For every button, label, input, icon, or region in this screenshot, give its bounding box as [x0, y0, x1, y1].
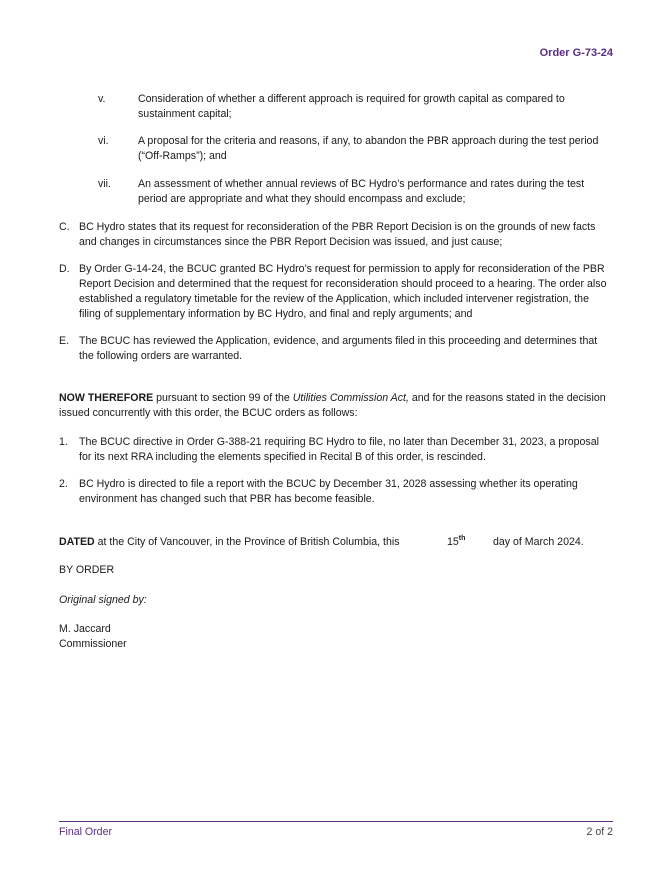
order-number: Order G-73-24 [539, 47, 613, 59]
recital-text: By Order G-14-24, the BCUC granted BC Hydro’s request for permission to apply for reconsideration of the PBR Report Decision and determined that the request for reconsideration should proceed to a hearing. The order also established a regulatory timetable for the review of the Application, which included intervener registration, the filing of supplementary information by BC Hydro, and final and reply arguments; and [79, 263, 607, 320]
order-text: The BCUC directive in Order G-388-21 requiring BC Hydro to file, no later than December 31, 2023, a proposal for its next RRA including the elements specified in Recital B of this order, is rescinded. [79, 436, 599, 463]
order-item-2 [59, 477, 613, 507]
item-text: An assessment of whether annual reviews of BC Hydro’s performance and rates during the test period are appropriate and what they should encompass and exclude; [138, 178, 585, 205]
footer-divider [59, 821, 613, 822]
recital-letter: C. [59, 221, 70, 233]
list-item [98, 134, 613, 164]
page-number: 2 of 2 [586, 826, 613, 838]
now-therefore-text-2: and for the reasons stated in the decision issued concurrently with this order, the BCUC orders as follows: [59, 392, 606, 419]
item-number: vii. [98, 178, 111, 190]
recital-text: BC Hydro states that its request for reconsideration of the PBR Report Decision is on the grounds of new facts and changes in circumstances since the PBR Report Decision was issued, and just cause; [79, 221, 596, 248]
by-order: BY ORDER [59, 564, 115, 576]
signed-note: Original signed by: [59, 594, 147, 606]
order-number-label: 2. [59, 478, 68, 490]
now-therefore-lead: NOW THEREFORE [59, 392, 154, 404]
recital-d [59, 262, 613, 322]
list-item [98, 177, 613, 207]
day-number: 15 [447, 536, 459, 548]
list-item [98, 92, 613, 122]
item-number: v. [98, 93, 106, 105]
recital-letter: D. [59, 263, 70, 275]
signatory-name: M. Jaccard [59, 623, 111, 635]
dated-month: day of March 2024. [493, 536, 584, 548]
recital-c [59, 220, 613, 250]
now-therefore-paragraph [59, 391, 613, 421]
signatory-title: Commissioner [59, 638, 127, 650]
now-therefore-text: pursuant to section 99 of the [153, 392, 293, 404]
dated-lead: DATED [59, 536, 95, 548]
footer-label: Final Order [59, 826, 112, 838]
dated-text: at the City of Vancouver, in the Province of British Columbia, this [94, 536, 400, 548]
item-text: Consideration of whether a different approach is required for growth capital as compared to sustainment capital; [138, 93, 565, 120]
recital-letter: E. [59, 335, 70, 347]
act-name: Utilities Commission Act, [292, 392, 409, 404]
order-number-label: 1. [59, 436, 68, 448]
order-item-1 [59, 435, 613, 465]
recital-e [59, 334, 613, 364]
recital-text: The BCUC has reviewed the Application, evidence, and arguments filed in this proceeding and determines that the following orders are warranted. [79, 335, 598, 362]
day-suffix: th [458, 535, 466, 542]
order-text: BC Hydro is directed to file a report with the BCUC by December 31, 2028 assessing whether its operating environment has changed such that PBR has become feasible. [79, 478, 578, 505]
item-number: vi. [98, 135, 109, 147]
dated-day [447, 535, 465, 550]
item-text: A proposal for the criteria and reasons, if any, to abandon the PBR approach during the test period (“Off-Ramps”); and [138, 135, 599, 162]
